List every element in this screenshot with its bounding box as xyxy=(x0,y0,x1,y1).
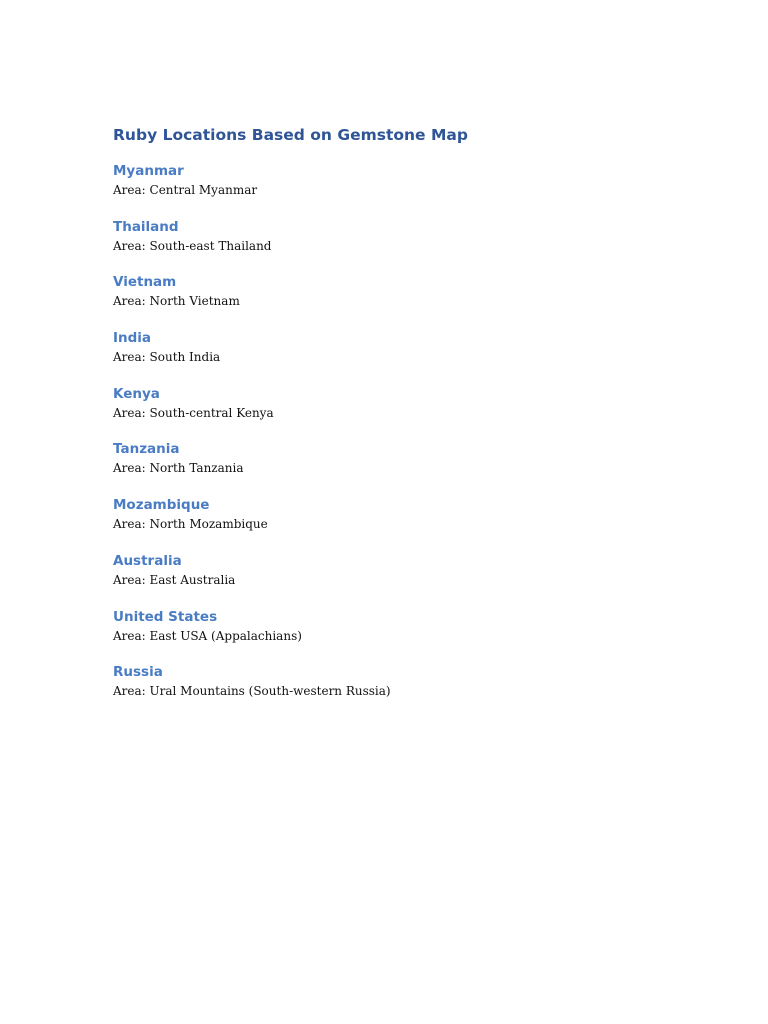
location-list xyxy=(113,161,673,718)
area-text: Area: Central Myanmar xyxy=(113,183,258,197)
area-text: Area: North Vietnam xyxy=(113,294,240,309)
area-text: Area: North Tanzania xyxy=(113,461,244,476)
country-heading: United States xyxy=(113,608,218,625)
country-heading: Kenya xyxy=(113,385,160,402)
area-text: Area: North Mozambique xyxy=(113,517,268,532)
location-entry xyxy=(113,551,673,607)
country-heading: Tanzania xyxy=(113,441,180,458)
area-text: Area: South India xyxy=(113,350,221,365)
location-entry xyxy=(113,328,673,384)
country-heading: Myanmar xyxy=(113,163,184,179)
location-entry xyxy=(113,607,673,663)
location-entry xyxy=(113,662,673,718)
document-title: Ruby Locations Based on Gemstone Map xyxy=(113,126,468,144)
area-text: Area: South-east Thailand xyxy=(113,238,272,253)
area-text: Area: Ural Mountains (South-western Russia) xyxy=(113,684,391,699)
country-heading: Vietnam xyxy=(113,274,177,291)
country-heading: Australia xyxy=(113,552,182,569)
area-text: Area: South-central Kenya xyxy=(113,405,274,420)
document-content xyxy=(113,124,673,718)
location-entry xyxy=(113,495,673,551)
country-heading: Mozambique xyxy=(113,497,210,514)
location-entry xyxy=(113,217,673,273)
location-entry xyxy=(113,161,673,217)
location-entry xyxy=(113,272,673,328)
location-entry xyxy=(113,439,673,495)
country-heading: India xyxy=(113,330,152,347)
location-entry xyxy=(113,384,673,440)
area-text: Area: East Australia xyxy=(113,572,236,587)
area-text: Area: East USA (Appalachians) xyxy=(113,628,302,643)
country-heading: Thailand xyxy=(113,218,179,235)
country-heading: Russia xyxy=(113,664,163,681)
